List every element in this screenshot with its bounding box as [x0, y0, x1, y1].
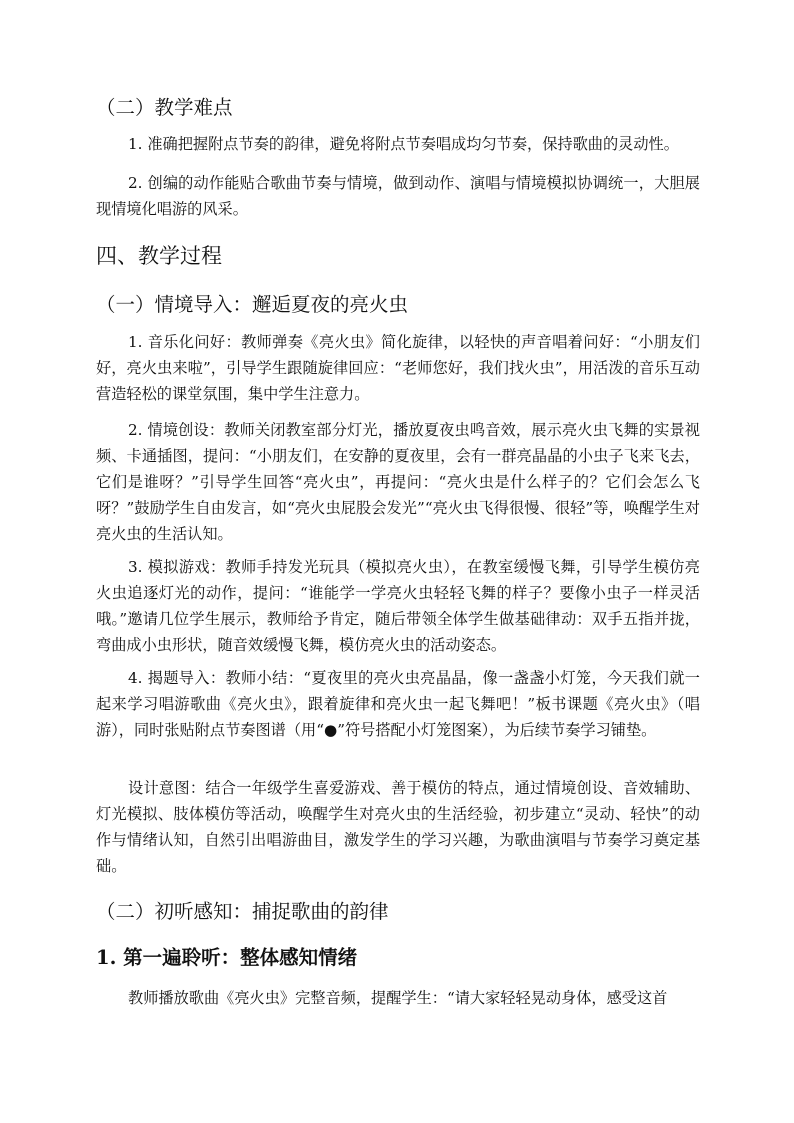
first-listen-paragraph: 教师播放歌曲《亮火虫》完整音频，提醒学生：“请大家轻轻晃动身体，感受这首: [128, 989, 668, 1007]
section-heading-scenario-intro: （一）情境导入：邂逅夏夜的亮火虫: [96, 293, 409, 316]
intro-item-4: 4. 揭题导入：教师小结：“夏夜里的亮火虫亮晶晶，像一盏盏小灯笼，今天我们就一起来学习唱游歌曲《亮火虫》，跟着旋律和亮火虫一起飞舞吧！”板书课题《亮火虫》（唱游），同时张贴附点节奏图谱（用“●”符号搭配小灯笼图案），为后续节奏学习铺垫。: [96, 669, 700, 739]
section-heading-teaching-difficulties: （二）教学难点: [96, 96, 233, 119]
intro-item-3: 3. 模拟游戏：教师手持发光玩具（模拟亮火虫），在教室缓慢飞舞，引导学生模仿亮火虫追逐灯光的动作，提问：“谁能学一学亮火虫轻轻飞舞的样子？要像小虫子一样灵活哦。”邀请几位学生展示，教师给予肯定，随后带领全体学生做基础律动：双手五指并拢，弯曲成小虫形状，随音效缓慢飞舞，模仿亮火虫的活动姿态。: [96, 558, 700, 654]
subheading-first-listen: 1. 第一遍聆听：整体感知情绪: [96, 946, 358, 969]
section-heading-teaching-process: 四、教学过程: [96, 244, 222, 268]
document-page: [96, 0, 700, 1123]
design-intent-paragraph: 设计意图：结合一年级学生喜爱游戏、善于模仿的特点，通过情境创设、音效辅助、灯光模拟、肢体模仿等活动，唤醒学生对亮火虫的生活经验，初步建立“灵动、轻快”的动作与情绪认知，自然引出唱游曲目，激发学生的学习兴趣，为歌曲演唱与节奏学习奠定基础。: [96, 779, 700, 875]
difficulty-item-1: 1. 准确把握附点节奏的韵律，避免将附点节奏唱成均匀节奏，保持歌曲的灵动性。: [128, 135, 679, 153]
difficulty-item-2: 2. 创编的动作能贴合歌曲节奏与情境，做到动作、演唱与情境模拟协调统一，大胆展现情境化唱游的风采。: [96, 174, 700, 218]
intro-item-1: 1. 音乐化问好：教师弹奏《亮火虫》简化旋律，以轻快的声音唱着问好：“小朋友们好，亮火虫来啦”，引导学生跟随旋律回应：“老师您好，我们找火虫”，用活泼的音乐互动营造轻松的课堂氛围，集中学生注意力。: [96, 333, 700, 403]
intro-item-2: 2. 情境创设：教师关闭教室部分灯光，播放夏夜虫鸣音效，展示亮火虫飞舞的实景视频、卡通插图，提问：“小朋友们，在安静的夏夜里，会有一群亮晶晶的小虫子飞来飞去，它们是谁呀？”引导学生回答“亮火虫”，再提问：“亮火虫是什么样子的？它们会怎么飞呀？”鼓励学生自由发言，如“亮火虫屁股会发光”“亮火虫飞得很慢、很轻”等，唤醒学生对亮火虫的生活认知。: [96, 421, 700, 543]
section-heading-first-listening: （二）初听感知：捕捉歌曲的韵律: [96, 900, 389, 923]
